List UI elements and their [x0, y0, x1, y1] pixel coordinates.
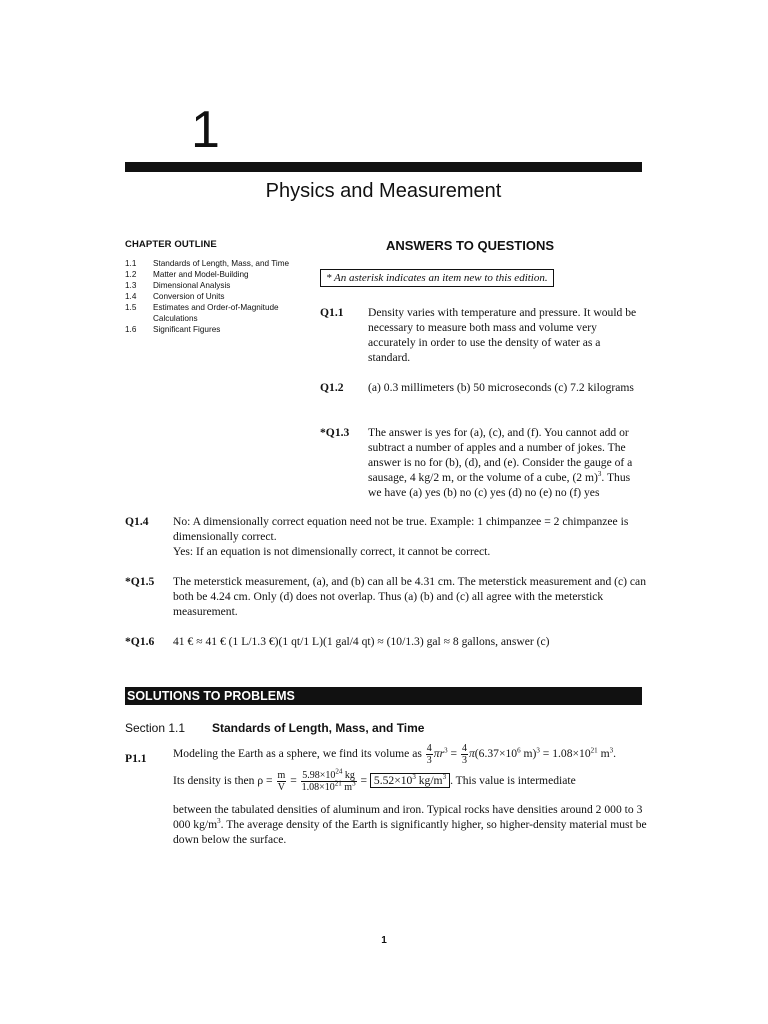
outline-heading: CHAPTER OUTLINE: [125, 239, 217, 250]
outline-item: [125, 269, 290, 280]
problem-paragraph: between the tabulated densities of aluminum and iron. Typical rocks have densities around 2 000 to 3 000 $kg/m^3$. The average density of the Earth is significantly higher, so higher-density material must be down below the surface.: [173, 803, 647, 846]
title-rule: [125, 162, 642, 172]
outline-item: [125, 291, 290, 302]
outline-item: [125, 258, 290, 269]
question-label: *Q1.3: [320, 426, 350, 439]
answers-heading: ANSWERS TO QUESTIONS: [385, 238, 555, 253]
solutions-heading: SOLUTIONS TO PROBLEMS: [125, 687, 642, 705]
page-number: 1: [381, 935, 387, 946]
question-label: *Q1.5: [125, 575, 155, 588]
problem-line-2: Its density is then ρ = $\frac{m}{V}$ = $\frac{5.98\times 10^{24} kg}{1.08\times 10^{21} m^3}$ = $5.52\times 10^3$ $kg/m^3$ . This value is intermediate: [173, 767, 576, 793]
outline-item-text: Dimensional Analysis: [153, 281, 231, 290]
section-title: Standards of Length, Mass, and Time: [212, 721, 425, 735]
question-text: 41 € ≈ 41 € (1 L/1.3 €)(1 qt/1 L)(1 gal/4 qt) ≈ (10/1.3) gal ≈ 8 gallons, answer (c): [173, 635, 550, 648]
outline-item-text: Estimates and Order-of-Magnitude Calculations: [153, 303, 279, 323]
question-text: No: A dimensionally correct equation need not be true. Example: 1 chimpanzee = 2 chimpanzee is dimensionally correct. Yes: If an equation is not dimensionally correct, it cannot be correct.: [173, 515, 629, 558]
problem-label: P1.1: [125, 752, 147, 765]
outline-item-text: Significant Figures: [153, 325, 221, 334]
answer-box: $5.52\times 10^3$ $kg/m^3$: [370, 773, 450, 788]
outline-item-number: 1.2: [125, 270, 137, 279]
outline-item-number: 1.5: [125, 303, 137, 312]
section-label: Section 1.1: [125, 721, 186, 735]
outline-item-number: 1.4: [125, 292, 137, 301]
asterisk-note: * An asterisk indicates an item new to this edition.: [320, 269, 554, 287]
outline-item: [125, 280, 290, 291]
outline-item-number: 1.3: [125, 281, 137, 290]
outline-item-text: Conversion of Units: [153, 292, 225, 301]
problem-line-1: Modeling the Earth as a sphere, we find its volume as $\frac{4}{3}$ $\pi r^3$ = $\frac{4}{3}$ $\pi(6.37\times 10^6$ $m)^3 = 1.08\times 10^{21}$ $m^3$.: [173, 743, 616, 766]
chapter-title: Physics and Measurement: [265, 180, 502, 202]
outline-item: [125, 324, 290, 335]
question-text: The answer is yes for (a), (c), and (f). You cannot add or subtract a number of apples and a number of jokes. The answer is no for (b), (d), and (e). Consider the gauge of a sausage, 4 kg/2 m, or the volume of a cube, (2 m)$^3$. Thus we have (a) yes (b) no (c) yes (d) no (e) no (f) yes: [368, 426, 633, 499]
chapter-number: 1: [191, 101, 220, 159]
question-label: Q1.2: [320, 381, 344, 394]
question-text: (a) 0.3 millimeters (b) 50 microseconds (c) 7.2 kilograms: [368, 381, 634, 394]
outline-list: [125, 258, 290, 335]
outline-item-number: 1.6: [125, 325, 137, 334]
outline-item-text: Standards of Length, Mass, and Time: [153, 259, 290, 268]
question-text: Density varies with temperature and pressure. It would be necessary to measure both mass and volume very accurately in order to use the density of water as a standard.: [368, 306, 637, 364]
outline-item-text: Matter and Model-Building: [153, 270, 249, 279]
question-text: The meterstick measurement, (a), and (b) can all be 4.31 cm. The meterstick measurement and (c) can both be 4.24 cm. Only (d) does not overlap. Thus (a) (b) and (c) all agree with the meterstick measurement.: [173, 575, 646, 618]
question-label: Q1.1: [320, 306, 344, 319]
outline-item-number: 1.1: [125, 259, 137, 268]
question-label: *Q1.6: [125, 635, 155, 648]
question-label: Q1.4: [125, 515, 149, 528]
outline-item: [125, 302, 290, 324]
